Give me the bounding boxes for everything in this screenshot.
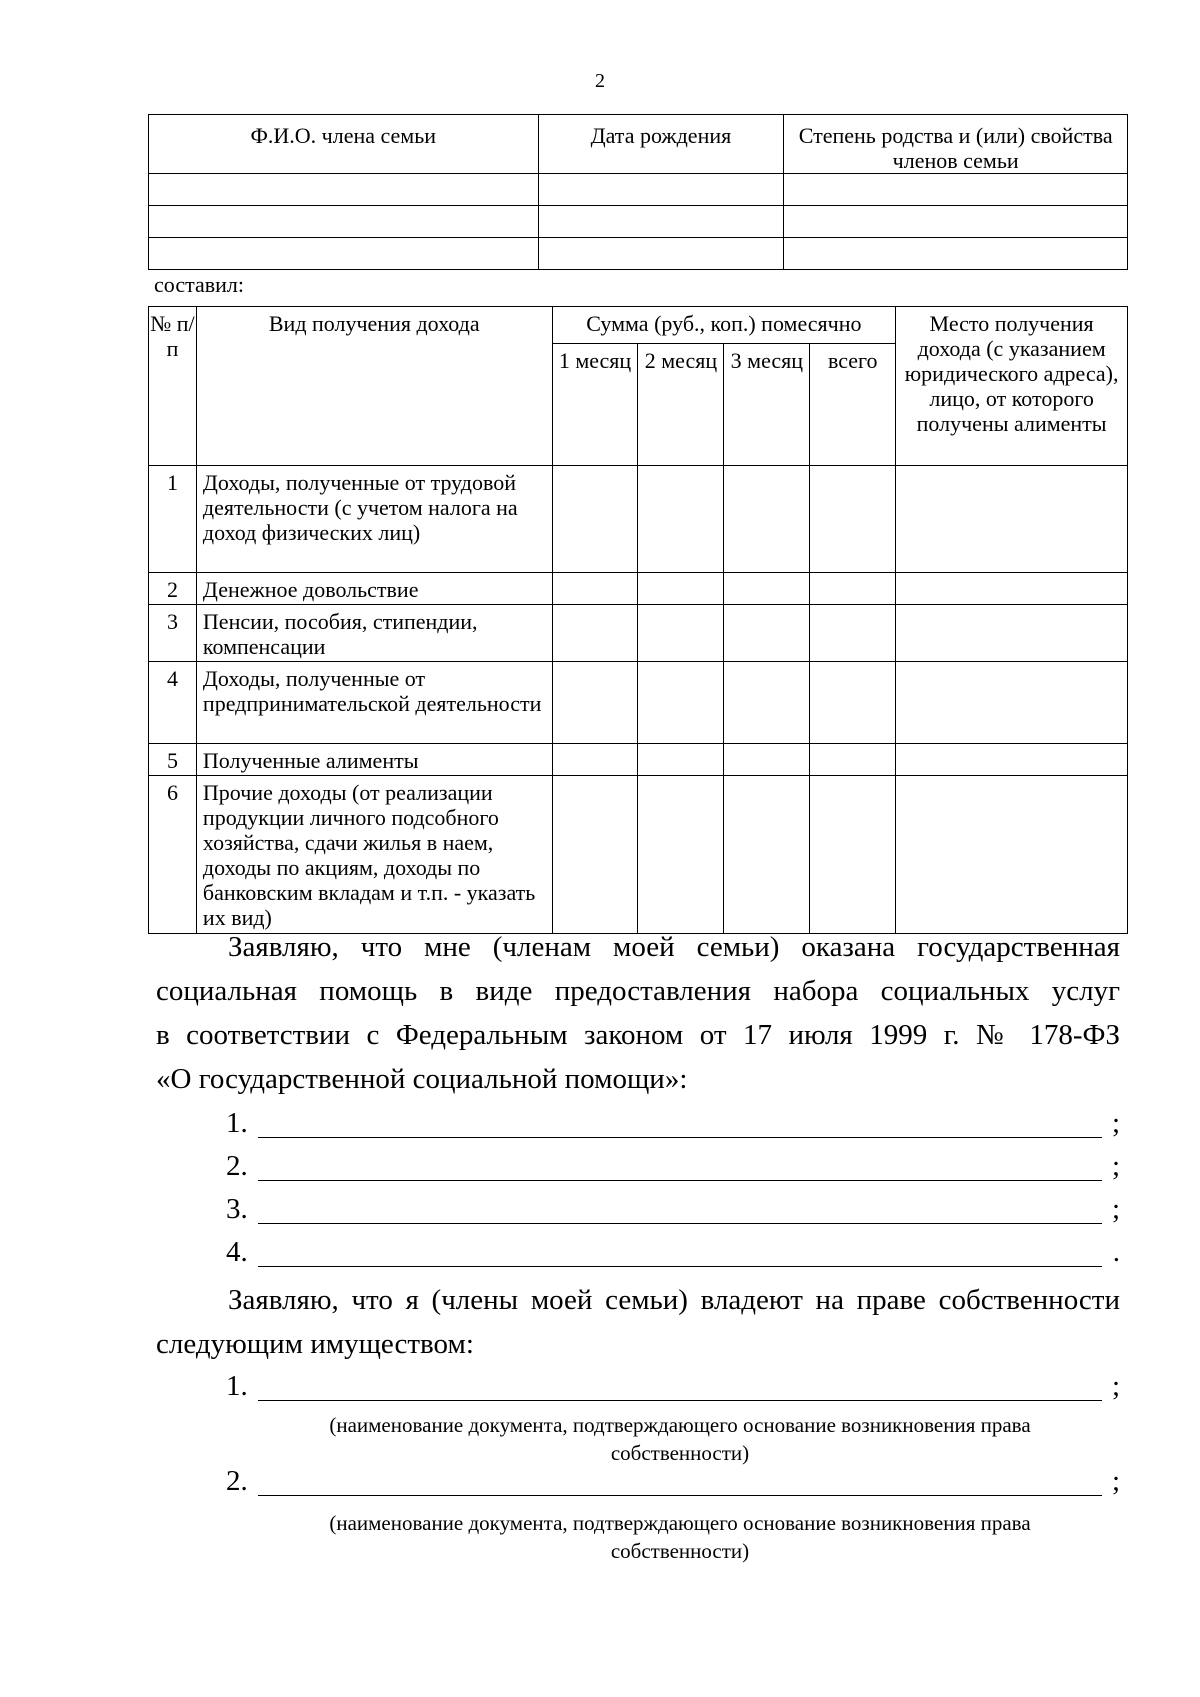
month3-cell[interactable] [724, 744, 810, 776]
total-cell[interactable] [810, 466, 896, 573]
place-cell[interactable] [896, 662, 1128, 744]
month3-cell[interactable] [724, 776, 810, 934]
total-cell[interactable] [810, 744, 896, 776]
place-cell[interactable] [896, 744, 1128, 776]
income-col-num: № п/п [149, 307, 197, 466]
caption-line: собственности) [610, 1539, 750, 1563]
compiled-label: составил: [154, 272, 244, 297]
blank-number: 1. [226, 1370, 248, 1402]
place-cell[interactable] [896, 466, 1128, 573]
blank-terminator: ; [1111, 1465, 1120, 1497]
statement-line: Заявляю, что я (члены моей семьи) владеют на праве собственности [228, 1284, 1120, 1316]
income-row [149, 776, 1128, 934]
blank-line[interactable] [258, 1495, 1102, 1496]
family-birthdate-cell[interactable] [538, 174, 784, 206]
blank-terminator: ; [1111, 1370, 1120, 1402]
income-row-kind: Доходы, полученные от предпринимательской деятельности [196, 662, 552, 744]
month1-cell[interactable] [552, 466, 638, 573]
total-cell[interactable] [810, 662, 896, 744]
income-row [149, 573, 1128, 605]
family-table-row [149, 238, 1128, 270]
income-row [149, 605, 1128, 662]
income-col-total: всего [810, 344, 896, 466]
month1-cell[interactable] [552, 744, 638, 776]
income-row-num: 3 [149, 605, 197, 662]
income-col-month1: 1 месяц [552, 344, 638, 466]
income-row-num: 5 [149, 744, 197, 776]
statement-line: следующим имуществом: [156, 1328, 474, 1360]
month1-cell[interactable] [552, 605, 638, 662]
income-col-place: Место получения дохода (с указанием юридического адреса), лицо, от которого получены алименты [896, 307, 1128, 466]
month2-cell[interactable] [638, 744, 724, 776]
family-table-row [149, 206, 1128, 238]
month3-cell[interactable] [724, 662, 810, 744]
family-birthdate-cell[interactable] [538, 206, 784, 238]
family-col-birthdate: Дата рождения [538, 115, 784, 174]
blank-terminator: ; [1111, 1107, 1120, 1139]
blank-line[interactable] [258, 1223, 1102, 1224]
social-aid-statement [156, 925, 1120, 1101]
income-row-kind: Полученные алименты [196, 744, 552, 776]
month2-cell[interactable] [638, 573, 724, 605]
income-row-num: 2 [149, 573, 197, 605]
blank-number: 4. [226, 1236, 248, 1268]
family-birthdate-cell[interactable] [538, 238, 784, 270]
family-name-cell[interactable] [149, 238, 539, 270]
income-row [149, 466, 1128, 573]
blank-number: 3. [226, 1193, 248, 1225]
income-col-month3: 3 месяц [724, 344, 810, 466]
month1-cell[interactable] [552, 776, 638, 934]
statement-line: в соответствии с Федеральным законом от 17 июля 1999 г. № 178-ФЗ [156, 1019, 1120, 1051]
service-blank-1[interactable] [226, 1104, 1120, 1144]
month2-cell[interactable] [638, 466, 724, 573]
blank-line[interactable] [258, 1180, 1102, 1181]
family-table-header [149, 115, 1128, 174]
income-row-num: 6 [149, 776, 197, 934]
family-relation-cell[interactable] [784, 174, 1128, 206]
month3-cell[interactable] [724, 466, 810, 573]
place-cell[interactable] [896, 605, 1128, 662]
income-table [148, 306, 1128, 934]
family-relation-cell[interactable] [784, 238, 1128, 270]
blank-line[interactable] [258, 1400, 1102, 1401]
property-blank-2[interactable] [226, 1462, 1120, 1502]
blank-number: 1. [226, 1107, 248, 1139]
month3-cell[interactable] [724, 573, 810, 605]
month1-cell[interactable] [552, 662, 638, 744]
caption-line: (наименование документа, подтверждающего основание возникновения права [329, 1511, 1031, 1535]
property-caption-2 [240, 1509, 1120, 1565]
service-blank-3[interactable] [226, 1190, 1120, 1230]
total-cell[interactable] [810, 573, 896, 605]
blank-number: 2. [226, 1150, 248, 1182]
income-row-kind: Денежное довольствие [196, 573, 552, 605]
total-cell[interactable] [810, 605, 896, 662]
month2-cell[interactable] [638, 605, 724, 662]
month2-cell[interactable] [638, 662, 724, 744]
blank-line[interactable] [258, 1266, 1102, 1267]
statement-line: Заявляю, что мне (членам моей семьи) оказана государственная [228, 931, 1120, 963]
month1-cell[interactable] [552, 573, 638, 605]
page-number: 2 [595, 70, 605, 92]
property-blank-1[interactable] [226, 1367, 1120, 1407]
blank-number: 2. [226, 1465, 248, 1497]
property-statement [156, 1278, 1120, 1366]
income-row-kind: Доходы, полученные от трудовой деятельности (с учетом налога на доход физических лиц) [196, 466, 552, 573]
family-table-row [149, 174, 1128, 206]
caption-line: собственности) [610, 1441, 750, 1465]
income-col-kind: Вид получения дохода [196, 307, 552, 466]
property-caption-1 [240, 1411, 1120, 1467]
income-row-num: 4 [149, 662, 197, 744]
family-col-relation: Степень родства и (или) свойства членов семьи [784, 115, 1128, 174]
income-row-num: 1 [149, 466, 197, 573]
place-cell[interactable] [896, 573, 1128, 605]
caption-line: (наименование документа, подтверждающего основание возникновения права [329, 1413, 1031, 1437]
income-header-row [149, 307, 1128, 344]
family-col-name: Ф.И.О. члена семьи [149, 115, 539, 174]
family-name-cell[interactable] [149, 206, 539, 238]
total-cell[interactable] [810, 776, 896, 934]
family-name-cell[interactable] [149, 174, 539, 206]
place-cell[interactable] [896, 776, 1128, 934]
family-relation-cell[interactable] [784, 206, 1128, 238]
blank-terminator: . [1112, 1236, 1120, 1268]
blank-terminator: ; [1111, 1193, 1120, 1225]
income-row-kind: Пенсии, пособия, стипендии, компенсации [196, 605, 552, 662]
family-members-table [148, 114, 1128, 270]
service-blank-2[interactable] [226, 1147, 1120, 1187]
income-col-sum: Сумма (руб., коп.) помесячно [552, 307, 896, 344]
income-row [149, 662, 1128, 744]
income-row-kind: Прочие доходы (от реализации продукции личного подсобного хозяйства, сдачи жилья в наем, доходы по акциям, доходы по банковским вкладам и т.п. - указать их вид) [196, 776, 552, 934]
blank-line[interactable] [258, 1137, 1102, 1138]
statement-line: социальная помощь в виде предоставления набора социальных услуг [156, 975, 1120, 1007]
month2-cell[interactable] [638, 776, 724, 934]
month3-cell[interactable] [724, 605, 810, 662]
service-blank-4[interactable] [226, 1233, 1120, 1273]
income-col-month2: 2 месяц [638, 344, 724, 466]
blank-terminator: ; [1111, 1150, 1120, 1182]
income-row [149, 744, 1128, 776]
statement-line: «О государственной социальной помощи»: [156, 1063, 688, 1095]
